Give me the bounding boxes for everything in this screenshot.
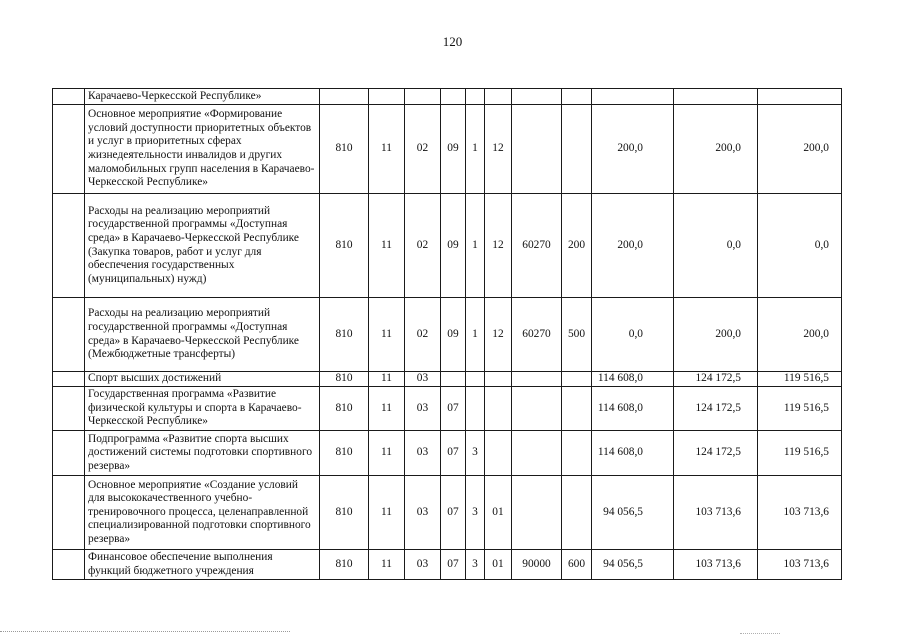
code-subprogram: 1 [466,194,485,298]
code-program: 09 [441,105,466,194]
code-ministry: 810 [320,387,369,431]
code-section: 11 [369,194,405,298]
code-subprogram: 3 [466,431,485,476]
table-row [53,387,842,431]
row-name: Подпрограмма «Развитие спорта высших достижений системы подготовки спортивного резерва» [85,431,320,476]
code-direction: 90000 [512,550,562,580]
row-name: Карачаево-Черкесской Республике» [85,89,320,105]
amount-year-1: 200,0 [592,105,674,194]
code-ministry: 810 [320,298,369,372]
code-ministry: 810 [320,431,369,476]
amount-year-2: 124 172,5 [674,387,758,431]
code-direction: 60270 [512,298,562,372]
row-name: Основное мероприятие «Формирование условий доступности приоритетных объектов и услуг в приоритетных сферах жизнедеятельности инвалидов и других маломобильных групп населения в Карачаево-Черкесской Республике» [85,105,320,194]
row-index-cell [53,298,85,372]
amount-year-1: 94 056,5 [592,476,674,550]
amount-year-1: 114 608,0 [592,372,674,387]
code-section: 11 [369,431,405,476]
amount-year-3: 119 516,5 [758,387,842,431]
code-subsection: 03 [405,550,441,580]
code-ministry: 810 [320,194,369,298]
amount-year-3: 103 713,6 [758,476,842,550]
row-index-cell [53,387,85,431]
code-direction [512,105,562,194]
row-name: Расходы на реализацию мероприятий государственной программы «Доступная среда» в Карачаево-Черкесской Республике (Закупка товаров, работ и услуг для обеспечения государственных (муниципальных) нужд) [85,194,320,298]
amount-year-3: 119 516,5 [758,431,842,476]
code-expense-type: 600 [562,550,592,580]
code-subsection: 02 [405,105,441,194]
row-index-cell [53,194,85,298]
table-row [53,372,842,387]
code-event [485,431,512,476]
table-row [53,194,842,298]
code-event: 12 [485,298,512,372]
amount-year-3: 119 516,5 [758,372,842,387]
code-subprogram: 3 [466,476,485,550]
code-expense-type [562,372,592,387]
code-subsection: 03 [405,431,441,476]
code-event: 12 [485,194,512,298]
code-event: 01 [485,550,512,580]
code-event: 12 [485,105,512,194]
page-number: 120 [442,34,463,49]
code-program: 09 [441,194,466,298]
code-direction [512,431,562,476]
code-expense-type: 200 [562,194,592,298]
amount-year-3: 103 713,6 [758,550,842,580]
scan-artifact-line [740,633,780,634]
code-direction [512,476,562,550]
row-index-cell [53,89,85,105]
code-section: 11 [369,105,405,194]
code-ministry: 810 [320,372,369,387]
amount-year-2: 200,0 [674,105,758,194]
code-subsection [405,89,441,105]
code-section: 11 [369,476,405,550]
code-subprogram [466,89,485,105]
row-name: Финансовое обеспечение выполнения функций бюджетного учреждения [85,550,320,580]
amount-year-1: 0,0 [592,298,674,372]
code-event [485,387,512,431]
amount-year-2: 0,0 [674,194,758,298]
row-index-cell [53,105,85,194]
code-ministry: 810 [320,550,369,580]
code-ministry: 810 [320,476,369,550]
amount-year-1: 200,0 [592,194,674,298]
code-program [441,89,466,105]
code-section: 11 [369,387,405,431]
code-subprogram [466,372,485,387]
code-event [485,372,512,387]
amount-year-3: 200,0 [758,298,842,372]
row-index-cell [53,431,85,476]
budget-table [52,88,842,580]
scan-artifact-line [0,631,290,632]
code-expense-type [562,476,592,550]
code-subprogram [466,387,485,431]
code-subsection: 03 [405,387,441,431]
table-row [53,431,842,476]
row-name: Государственная программа «Развитие физической культуры и спорта в Карачаево-Черкесской Республике» [85,387,320,431]
code-subprogram: 3 [466,550,485,580]
code-program: 07 [441,431,466,476]
code-subsection: 02 [405,298,441,372]
code-expense-type [562,387,592,431]
code-subsection: 03 [405,372,441,387]
code-program [441,372,466,387]
row-index-cell [53,476,85,550]
table-row [53,298,842,372]
code-event [485,89,512,105]
amount-year-1 [592,89,674,105]
row-name: Основное мероприятие «Создание условий для высококачественного учебно-тренировочного процесса, целенаправленной специализированной подготовки спортивного резерва» [85,476,320,550]
code-expense-type [562,89,592,105]
amount-year-2: 103 713,6 [674,476,758,550]
amount-year-1: 114 608,0 [592,387,674,431]
table-row [53,476,842,550]
amount-year-1: 94 056,5 [592,550,674,580]
code-section: 11 [369,550,405,580]
amount-year-2: 124 172,5 [674,372,758,387]
amount-year-3: 0,0 [758,194,842,298]
amount-year-3: 200,0 [758,105,842,194]
amount-year-3 [758,89,842,105]
amount-year-2: 103 713,6 [674,550,758,580]
row-index-cell [53,372,85,387]
code-section: 11 [369,298,405,372]
code-section [369,89,405,105]
code-section: 11 [369,372,405,387]
code-ministry [320,89,369,105]
code-program: 07 [441,550,466,580]
code-subsection: 03 [405,476,441,550]
code-expense-type: 500 [562,298,592,372]
code-subsection: 02 [405,194,441,298]
code-event: 01 [485,476,512,550]
row-name: Спорт высших достижений [85,372,320,387]
amount-year-2: 124 172,5 [674,431,758,476]
amount-year-1: 114 608,0 [592,431,674,476]
code-program: 09 [441,298,466,372]
table-row [53,550,842,580]
table-row [53,89,842,105]
table-row [53,105,842,194]
code-program: 07 [441,476,466,550]
row-name: Расходы на реализацию мероприятий государственной программы «Доступная среда» в Карачаево-Черкесской Республике (Межбюджетные трансферты) [85,298,320,372]
row-index-cell [53,550,85,580]
code-program: 07 [441,387,466,431]
amount-year-2: 200,0 [674,298,758,372]
code-direction: 60270 [512,194,562,298]
code-subprogram: 1 [466,105,485,194]
code-direction [512,387,562,431]
code-direction [512,372,562,387]
code-subprogram: 1 [466,298,485,372]
code-expense-type [562,105,592,194]
code-ministry: 810 [320,105,369,194]
code-expense-type [562,431,592,476]
code-direction [512,89,562,105]
amount-year-2 [674,89,758,105]
